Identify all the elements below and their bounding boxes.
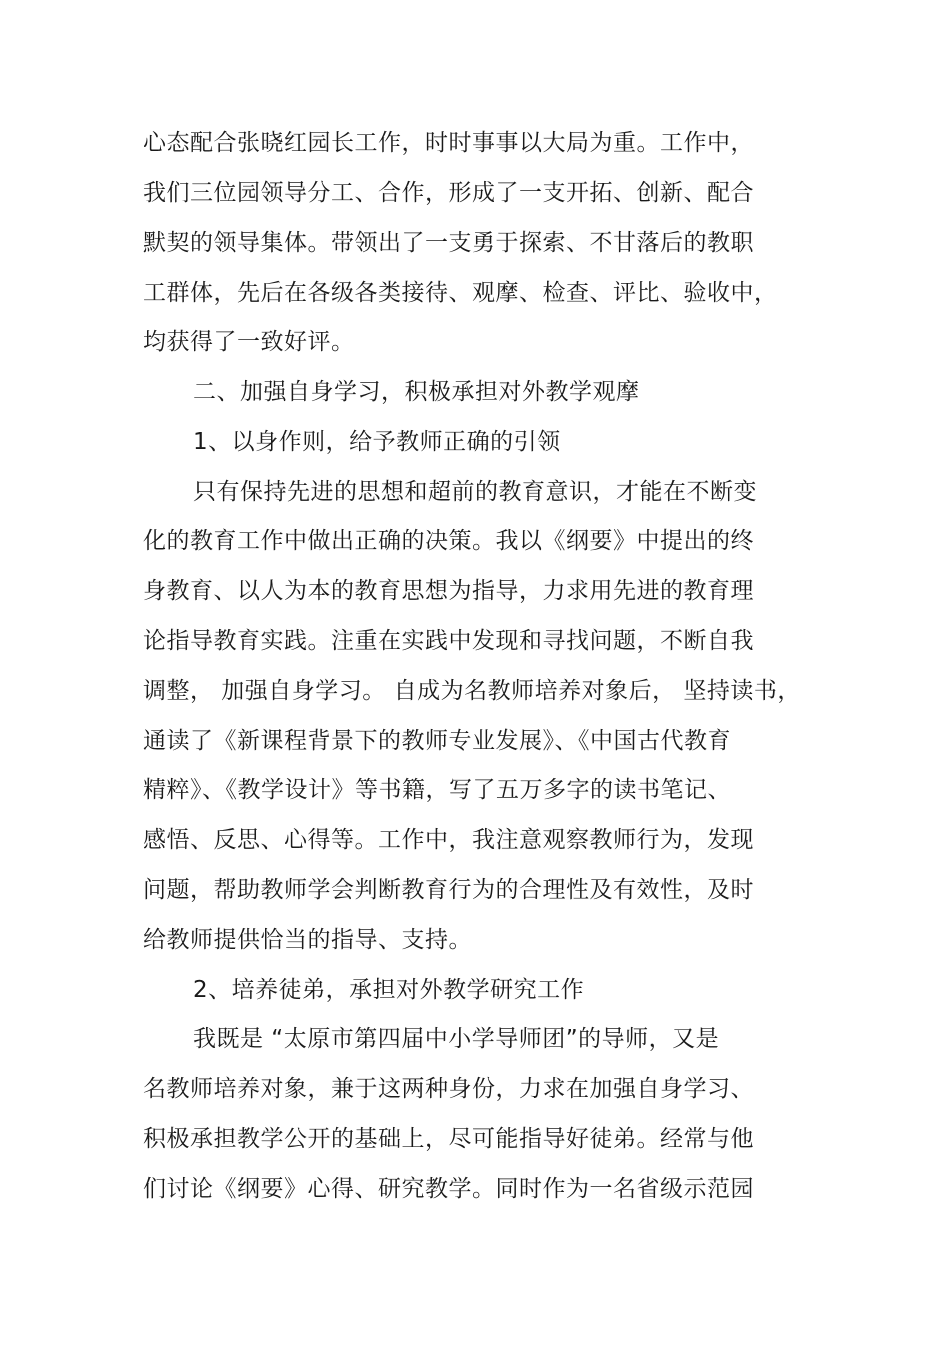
subsection-heading: 1、以身作则，给予教师正确的引领 xyxy=(193,429,561,455)
text-line: 均获得了一致好评。 xyxy=(143,329,355,355)
text-line: 只有保持先进的思想和超前的教育意识，才能在不断变 xyxy=(193,479,757,505)
text-line: 化的教育工作中做出正确的决策。我以《纲要》中提出的终 xyxy=(143,528,754,554)
text-line: 我们三位园领导分工、合作，形成了一支开拓、创新、配合 xyxy=(143,180,754,206)
text-line: 默契的领导集体。带领出了一支勇于探索、不甘落后的教职 xyxy=(143,230,754,256)
section-heading: 二、加强自身学习，积极承担对外教学观摩 xyxy=(193,379,640,405)
text-line: 给教师提供恰当的指导、支持。 xyxy=(143,927,472,953)
text-line: 通读了《新课程背景下的教师专业发展》、《中国古代教育 xyxy=(143,728,731,754)
text-line: 我既是 “太原市第四届中小学导师团”的导师，又是 xyxy=(193,1026,720,1052)
text-line: 身教育、以人为本的教育思想为指导，力求用先进的教育理 xyxy=(143,578,754,604)
text-line: 积极承担教学公开的基础上，尽可能指导好徒弟。经常与他 xyxy=(143,1126,754,1152)
text-line: 名教师培养对象，兼于这两种身份，力求在加强自身学习、 xyxy=(143,1076,754,1102)
text-line: 工群体，先后在各级各类接待、观摩、检查、评比、验收中， xyxy=(143,280,778,306)
text-line: 感悟、反思、心得等。工作中，我注意观察教师行为，发现 xyxy=(143,827,754,853)
text-line: 问题，帮助教师学会判断教育行为的合理性及有效性，及时 xyxy=(143,877,754,903)
text-line: 调整， 加强自身学习。 自成为名教师培养对象后， 坚持读书， xyxy=(143,678,801,704)
text-line: 精粹》、《教学设计》等书籍，写了五万多字的读书笔记、 xyxy=(143,777,731,803)
subsection-heading: 2、培养徒弟，承担对外教学研究工作 xyxy=(193,977,585,1003)
text-line: 们讨论《纲要》心得、研究教学。同时作为一名省级示范园 xyxy=(143,1176,754,1202)
text-line: 论指导教育实践。注重在实践中发现和寻找问题，不断自我 xyxy=(143,628,754,654)
text-line: 心态配合张晓红园长工作，时时事事以大局为重。工作中， xyxy=(143,130,754,156)
